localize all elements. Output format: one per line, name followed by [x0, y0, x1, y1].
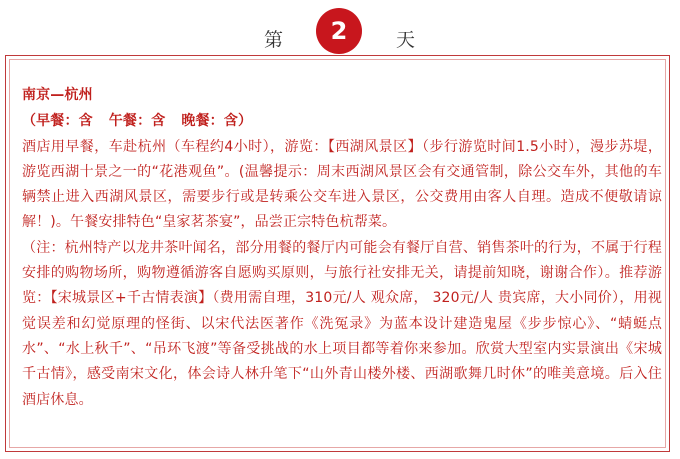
route-title: 南京—杭州 [22, 87, 93, 103]
day-header [0, 0, 680, 56]
meal-lunch: 午餐：含 [108, 113, 166, 130]
day-number-badge: 2 [316, 8, 362, 54]
day-suffix: 天 [396, 29, 416, 51]
itinerary-paragraph-1: 酒店用早餐，车赴杭州（车程约4小时），游览：【西湖风景区】（步行游览时间1.5小时），漫步苏堤，游览西湖十景之一的“花港观鱼”。(温馨提示：周末西湖风景区会有交通管制，除公交车外，其他的车辆禁止进入西湖风景区，需要步行或是转乘公交车进入景区，公交费用由客人自理。造成不便敬请谅解！)。午餐安排特色“皇家茗茶宴”，品尝正宗特色杭帮菜。 [22, 138, 662, 231]
meal-dinner: 晚餐：含 [181, 113, 238, 130]
meal-breakfast: 早餐：含 [36, 113, 93, 130]
itinerary-card [5, 55, 670, 452]
day-prefix: 第 [264, 29, 284, 51]
meals-info: （早餐：含 午餐：含 晚餐：含） [22, 113, 253, 130]
itinerary-paragraph-2: （注：杭州特产以龙井茶叶闻名，部分用餐的餐厅内可能会有餐厅自营、销售茶叶的行为，不属于行程安排的购物场所，购物遵循游客自愿购买原则，与旅行社安排无关，请提前知晓，谢谢合作）。推荐游览：【宋城景区+千古情表演】（费用需自理，310元/人 观众席， 320元/人 贵宾席，大小同价），用视觉误差和幻觉原理的怪街、以宋代法医著作《洗冤录》为蓝本设计建造鬼屋《步步惊心》、“蜻蜓点水”、“水上秋千”、“吊环飞渡”等备受挑战的水上项目都等着你来参加。欣赏大型室内实景演出《宋城千古情》，感受南宋文化，体会诗人林升笔下“山外青山楼外楼、西湖歌舞几时休”的唯美意境。后入住酒店休息。 [22, 239, 662, 408]
itinerary-content [22, 83, 662, 413]
